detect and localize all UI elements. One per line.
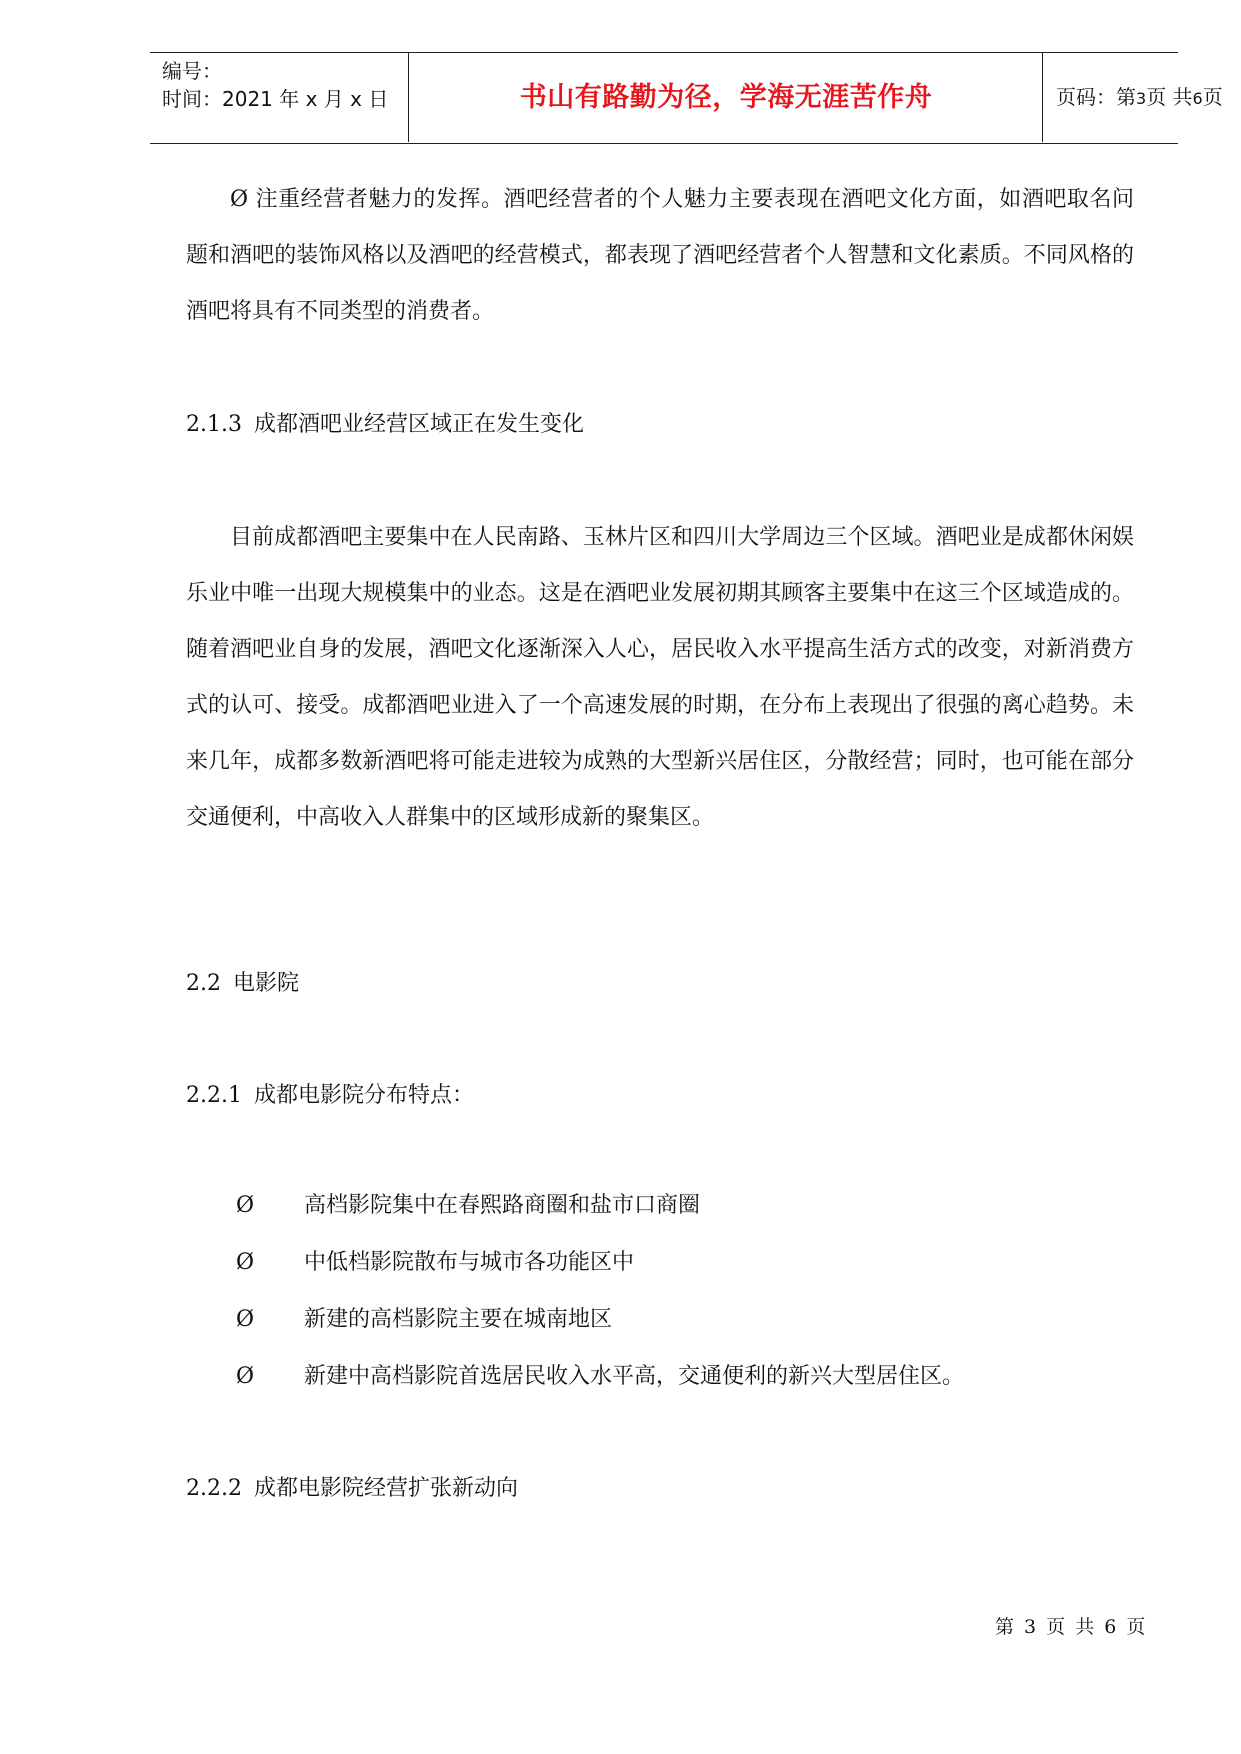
header-divider xyxy=(408,53,409,142)
bullet-mark: Ø xyxy=(236,1364,255,1389)
list-item xyxy=(236,1362,964,1392)
list-item xyxy=(236,1191,700,1221)
heading-2-2 xyxy=(186,969,299,999)
list-item xyxy=(236,1248,634,1278)
heading-text: 成都电影院分布特点： xyxy=(253,1083,474,1108)
page-footer: 第 3 页 共 6 页 xyxy=(995,1616,1148,1638)
heading-number: 2.2.2 xyxy=(186,1476,242,1501)
list-item-text: 高档影院集中在春熙路商圈和盐市口商圈 xyxy=(304,1193,701,1218)
header-meta xyxy=(162,57,412,113)
bullet-mark: Ø xyxy=(236,1307,255,1332)
heading-text: 成都电影院经营扩张新动向 xyxy=(253,1476,518,1501)
header-page-number xyxy=(1056,53,1223,142)
heading-text: 电影院 xyxy=(233,971,300,996)
page-mid: 页 共 xyxy=(1146,85,1193,109)
header-divider xyxy=(1042,53,1043,142)
heading-text: 成都酒吧业经营区域正在发生变化 xyxy=(253,412,584,437)
header-motto: 书山有路勤为径，学海无涯苦作舟 xyxy=(519,82,933,113)
heading-2-1-3 xyxy=(186,410,584,440)
bullet-mark: Ø xyxy=(236,1193,255,1218)
bullet-mark: Ø xyxy=(236,1250,255,1275)
page-prefix: 页码：第 xyxy=(1056,85,1136,109)
page-suffix: 页 xyxy=(1202,85,1223,109)
heading-2-2-2 xyxy=(186,1474,518,1504)
paragraph-bar-owner-charm: Ø 注重经营者魅力的发挥。酒吧经营者的个人魅力主要表现在酒吧文化方面，如酒吧取名问题和酒吧的装饰风格以及酒吧的经营模式，都表现了酒吧经营者个人智慧和文化素质。不同风格的酒吧将具有不同类型的消费者。 xyxy=(186,187,1134,324)
document-date: 时间：2021 年 x 月 x 日 xyxy=(162,87,389,111)
list-item-text: 中低档影院散布与城市各功能区中 xyxy=(304,1250,635,1275)
list-item-text: 新建中高档影院首选居民收入水平高，交通便利的新兴大型居住区。 xyxy=(304,1364,965,1389)
page-current: 3 xyxy=(1136,89,1147,108)
page-header xyxy=(150,52,1223,144)
list-item xyxy=(236,1305,612,1335)
heading-2-2-1 xyxy=(186,1081,474,1111)
list-item-text: 新建的高档影院主要在城南地区 xyxy=(304,1307,613,1332)
page-total: 6 xyxy=(1192,89,1203,108)
document-number-label: 编号： xyxy=(162,59,222,83)
heading-number: 2.1.3 xyxy=(186,412,242,437)
paragraph-bar-regions: 目前成都酒吧主要集中在人民南路、玉林片区和四川大学周边三个区域。酒吧业是成都休闲娱乐业中唯一出现大规模集中的业态。这是在酒吧业发展初期其顾客主要集中在这三个区域造成的。随着酒吧业自身的发展，酒吧文化逐渐深入人心，居民收入水平提高生活方式的改变，对新消费方式的认可、接受。成都酒吧业进入了一个高速发展的时期，在分布上表现出了很强的离心趋势。未来几年，成都多数新酒吧将可能走进较为成熟的大型新兴居住区，分散经营；同时，也可能在部分交通便利，中高收入人群集中的区域形成新的聚集区。 xyxy=(186,525,1134,830)
heading-number: 2.2.1 xyxy=(186,1083,242,1108)
heading-number: 2.2 xyxy=(186,971,221,996)
